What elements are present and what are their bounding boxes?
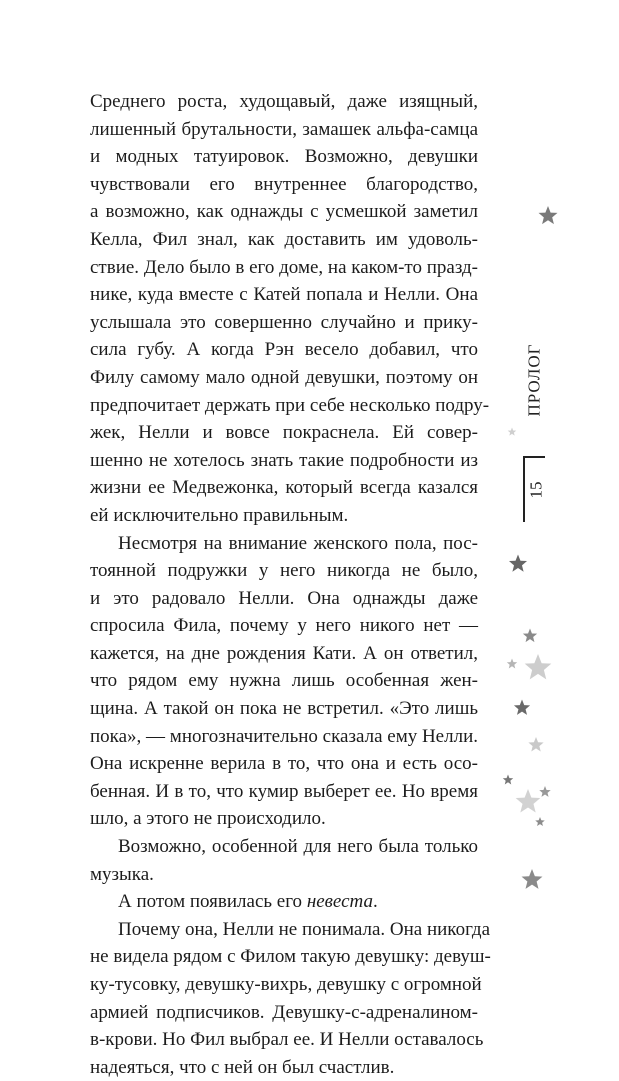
text-line: в-крови. Но Фил выбрал ее. И Нелли оставалось: [90, 1029, 484, 1051]
text-line: ей исключительно правильным.: [90, 504, 349, 526]
star-decoration: [490, 190, 560, 910]
text-line: что рядом ему нужна лишь особенная жен-: [90, 670, 478, 692]
body-text: [90, 88, 491, 1081]
page-number: 15: [526, 481, 546, 499]
text-line: жек, Нелли и вовсе покраснела. Ей совер-: [90, 422, 478, 444]
star-icon: [528, 737, 543, 751]
text-line: армией подписчиков. Девушку-с-адреналином-: [90, 1001, 478, 1023]
text-line: ку-тусовку, девушку-вихрь, девушку с огромной: [90, 974, 482, 995]
chapter-label: ПРОЛОГ: [524, 343, 544, 417]
text-line: шенно не хотелось знать такие подробности из: [90, 449, 478, 471]
text-line: надеяться, что с ней он был счастлив.: [90, 1056, 395, 1078]
paragraph-5: [90, 916, 491, 1081]
text-line: Она искренне верила в то, что она и есть осо-: [90, 753, 478, 775]
text-line: не видела рядом с Филом такую девушку: девуш-: [90, 946, 491, 968]
text-line: тоянной подружки у него никогда не было,: [90, 560, 478, 582]
paragraph-2: [90, 530, 478, 834]
text-line: чувствовали его внутреннее благородство,: [90, 173, 478, 195]
text-line: щина. А такой он пока не встретил. «Это лишь: [90, 698, 478, 720]
text-line: Возможно, особенной для него была только: [118, 836, 478, 858]
text-line: А потом появилась его невеста.: [118, 891, 378, 913]
text-line: нике, куда вместе с Катей попала и Нелли. Она: [90, 284, 478, 306]
paragraph-4: [90, 888, 478, 916]
paragraph-3: [90, 833, 478, 888]
star-icon: [539, 206, 558, 224]
text-line: а возможно, как однажды с усмешкой заметил: [90, 201, 478, 223]
text-line: бенная. И в то, что кумир выберет ее. Но время: [90, 780, 478, 802]
text-line: музыка.: [90, 863, 154, 885]
text-line: Среднего роста, худощавый, даже изящный,: [90, 91, 478, 112]
text-line: и это радовало Нелли. Она однажды даже: [90, 587, 478, 609]
text-line: предпочитает держать при себе несколько подру-: [90, 394, 490, 416]
star-icon: [507, 659, 517, 669]
star-icon: [535, 817, 545, 826]
text-line: и модных татуировок. Возможно, девушки: [90, 146, 478, 168]
text-line: Почему она, Нелли не понимала. Она никогда: [118, 918, 491, 940]
text-line: жизни ее Медвежонка, который всегда казался: [90, 477, 478, 499]
text-line: Филу самому мало одной девушки, поэтому он: [90, 366, 478, 388]
star-icon: [514, 700, 530, 715]
star-icon: [525, 654, 552, 679]
star-icon: [539, 786, 550, 797]
text-line: Несмотря на внимание женского пола, пос-: [118, 532, 478, 554]
star-icon: [508, 428, 517, 436]
text-line: кажется, на дне рождения Кати. А он ответил,: [90, 642, 478, 664]
emphasis-word: невеста: [306, 891, 373, 913]
star-icon: [516, 789, 541, 813]
text-line: спросила Фила, почему у него никого нет —: [90, 615, 478, 637]
text-line: ствие. Дело было в его доме, на каком-то празд-: [90, 256, 478, 278]
text-line: услышала это совершенно случайно и прику-: [90, 311, 478, 333]
text-line: сила губу. А когда Рэн весело добавил, что: [90, 339, 478, 361]
text-line: лишенный брутальности, замашек альфа-самца: [90, 118, 478, 140]
text-line: шло, а этого не происходило.: [90, 808, 326, 830]
star-icon: [523, 629, 537, 643]
paragraph-1: [90, 88, 490, 530]
text-line: пока», — многозначительно сказала ему Нелли.: [90, 725, 478, 747]
star-icon: [503, 775, 513, 785]
text-line: Келла, Фил знал, как доставить им удоволь-: [90, 228, 478, 250]
star-icon: [509, 555, 527, 572]
star-icon: [522, 869, 543, 889]
